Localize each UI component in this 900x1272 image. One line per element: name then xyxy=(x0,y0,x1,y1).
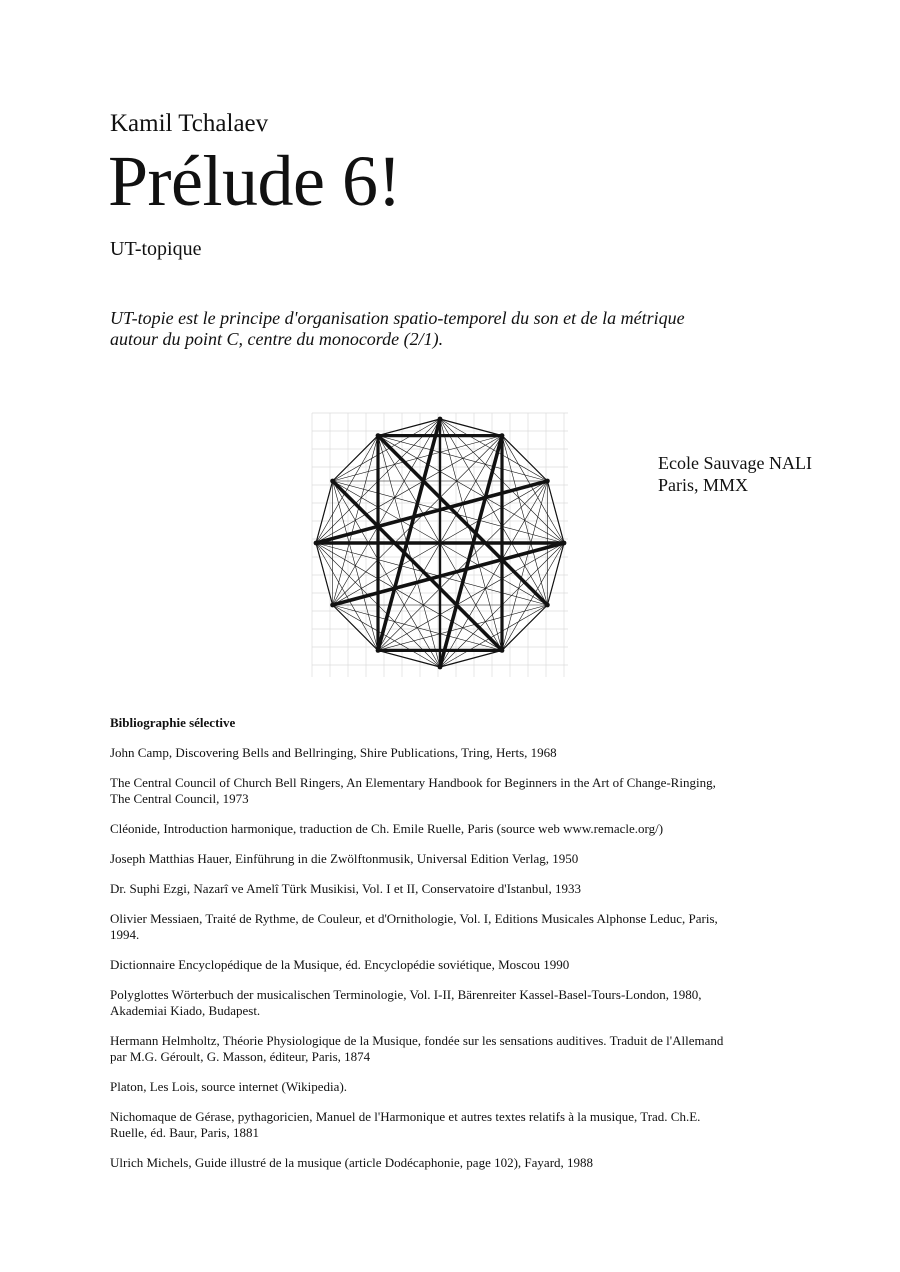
outer-edge xyxy=(547,543,564,605)
vertex-dot xyxy=(376,648,381,653)
vertex-dot xyxy=(376,433,381,438)
bibliography-entry: Cléonide, Introduction harmonique, traduction de Ch. Emile Ruelle, Paris (source web www.remacle.org/) xyxy=(110,821,664,836)
bibliography-entry: Dictionnaire Encyclopédique de la Musique, éd. Encyclopédie soviétique, Moscou 1990 xyxy=(110,957,570,972)
vertex-dot xyxy=(545,603,550,608)
thin-chord xyxy=(333,419,440,481)
bibliography-entry: The Central Council of Church Bell Ringers, An Elementary Handbook for Beginners in the Art of Change-Ringing, The Central Council, 1973 xyxy=(110,775,716,806)
bibliography-entry: Platon, Les Lois, source internet (Wikipedia). xyxy=(110,1079,348,1094)
vertex-dot xyxy=(562,541,567,546)
thin-chord xyxy=(378,481,547,650)
imprint-block xyxy=(658,452,812,496)
vertex-dot xyxy=(438,417,443,422)
bibliography-entry: Olivier Messiaen, Traité de Rythme, de Couleur, et d'Ornithologie, Vol. I, Editions Musicales Alphonse Leduc, Paris, 1994. xyxy=(110,911,718,942)
vertex-dot xyxy=(314,541,319,546)
outer-edge xyxy=(333,605,378,650)
vertex-dot xyxy=(500,648,505,653)
vertex-dot xyxy=(330,603,335,608)
imprint-line-2: Paris, MMX xyxy=(658,475,749,495)
vertex-dot xyxy=(330,479,335,484)
intro-line-1: UT-topie est le principe d'organisation spatio-temporel du son et de la métrique xyxy=(110,308,685,328)
bibliography-entry: Hermann Helmholtz, Théorie Physiologique de la Musique, fondée sur les sensations auditives. Traduit de l'Allemand par M.G. Géroult, G. Masson, éditeur, Paris, 1874 xyxy=(110,1033,724,1064)
bibliography-entry: Nichomaque de Gérase, pythagoricien, Manuel de l'Harmonique et autres textes relatifs à la musique, Trad. Ch.E. Ruelle, éd. Baur, Paris, 1881 xyxy=(110,1109,701,1140)
outer-edge xyxy=(440,650,502,667)
vertex-dot xyxy=(438,665,443,670)
outer-edge xyxy=(547,481,564,543)
thin-chord xyxy=(333,419,440,605)
bibliography-section xyxy=(110,714,730,1185)
page-subtitle: UT-topique xyxy=(110,238,202,260)
outer-edge xyxy=(502,436,547,481)
intro-line-2: autour du point C, centre du monocorde (2/1). xyxy=(110,329,444,349)
star-polygon-figure xyxy=(300,395,580,695)
outer-edge xyxy=(502,605,547,650)
vertex-dot xyxy=(545,479,550,484)
outer-edge xyxy=(333,436,378,481)
thin-chord xyxy=(378,436,547,481)
bibliography-entry: Ulrich Michels, Guide illustré de la musique (article Dodécaphonie, page 102), Fayard, 1988 xyxy=(110,1155,594,1170)
vertex-dot xyxy=(500,433,505,438)
outer-edge xyxy=(378,419,440,436)
outer-edge xyxy=(440,419,502,436)
outer-edge xyxy=(378,650,440,667)
star-polygon-drawing xyxy=(300,395,580,695)
bibliography-entry: Dr. Suphi Ezgi, Nazarî ve Amelî Türk Musikisi, Vol. I et II, Conservatoire d'Istanbul, 1933 xyxy=(110,881,582,896)
bibliography-list xyxy=(110,745,730,1171)
author-name: Kamil Tchalaev xyxy=(110,110,269,137)
bibliography-entry: John Camp, Discovering Bells and Bellringing, Shire Publications, Tring, Herts, 1968 xyxy=(110,745,557,760)
thick-chords xyxy=(314,417,567,670)
page-title: Prélude 6! xyxy=(108,141,401,221)
bibliography-entry: Polyglottes Wörterbuch der musicalischen Terminologie, Vol. I-II, Bärenreiter Kassel-Basel-Tours-London, 1980, Akademiai Kiado, Budapest. xyxy=(110,987,702,1018)
bibliography-heading: Bibliographie sélective xyxy=(110,715,236,730)
thin-chord xyxy=(316,436,378,543)
thin-chord xyxy=(333,436,502,605)
intro-paragraph xyxy=(110,308,750,350)
bibliography-entry: Joseph Matthias Hauer, Einführung in die Zwölftonmusik, Universal Edition Verlag, 1950 xyxy=(110,851,579,866)
imprint-line-1: Ecole Sauvage NALI xyxy=(658,453,812,473)
